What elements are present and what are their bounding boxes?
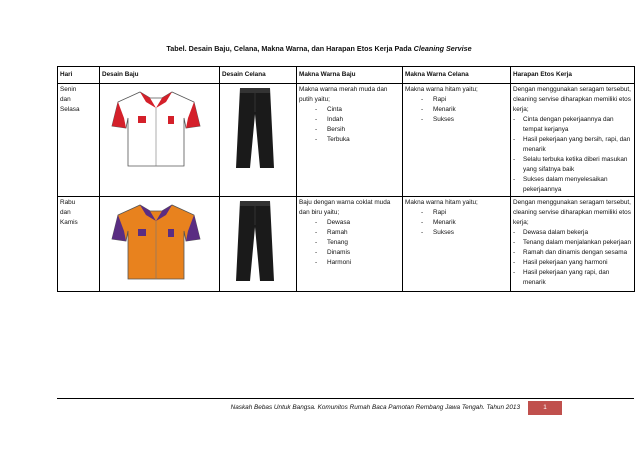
table-header-row [58,67,635,84]
footer-divider [57,398,634,399]
list-item: - Menarik [433,218,508,228]
list-item: - Menarik [433,105,508,115]
table-row [58,84,635,197]
list-item: - Sukses [433,228,508,238]
list-item: - Ramah [327,228,400,238]
shirt-cell [100,197,220,292]
column-header: Makna Warna Celana [403,67,511,84]
pants-cell [220,197,297,292]
table-row [58,197,635,292]
list-item: - Hasil pekerjaan yang harmoni [523,258,632,268]
list-item: - Cinta dengan pekerjaannya dan tempat kerjanya [523,115,632,135]
list-item: - Cinta [327,105,400,115]
day-label: Kamis [60,219,78,226]
page-number: 1 [528,401,562,415]
day-label: dan [60,96,71,103]
pants-illustration [220,197,290,285]
shirt-cell [100,84,220,197]
intro-text: Makna warna hitam yaitu; [405,199,478,206]
list-item: - Selalu terbuka ketika diberi masukan yang sifatnya baik [523,155,632,175]
list-item: - Tenang dalam menjalankan pekerjaan [523,238,632,248]
column-header: Desain Celana [220,67,297,84]
list-item: - Hasil pekerjaan yang bersih, rapi, dan menarik [523,135,632,155]
footer-text: Naskah Bebas Untuk Bangsa. Komunitos Rumah Baca Pamotan Rembang Jawa Tengah. Tahun 2013 [230,404,520,411]
intro-text: Dengan menggunakan seragam tersebut, cleaning servise diharapkan memiliki etos kerja; [513,199,631,226]
day-cell [58,84,100,197]
list-item: - Bersih [327,125,400,135]
list-item: - Rapi [433,95,508,105]
pants-meaning-cell [403,84,511,197]
table-title: Tabel. Desain Baju, Celana, Makna Warna, dan Harapan Etos Kerja Pada Cleaning Servise [166,44,472,53]
intro-text: Dengan menggunakan seragam tersebut, cleaning servise diharapkan memiliki etos kerja; [513,86,631,113]
list-item: - Dewasa [327,218,400,228]
day-label: Selasa [60,106,80,113]
column-header: Makna Warna Baju [297,67,403,84]
shirt-illustration [100,84,215,174]
list-item: - Ramah dan dinamis dengan sesama [523,248,632,258]
list-item: - Hasil pekerjaan yang rapi, dan menarik [523,268,632,288]
pants-illustration [220,84,290,172]
column-header: Hari [58,67,100,84]
column-header: Desain Baju [100,67,220,84]
day-label: dan [60,209,71,216]
day-label: Rabu [60,199,76,206]
intro-text: Makna warna hitam yaitu; [405,86,478,93]
uniform-table [57,66,635,292]
day-label: Senin [60,86,77,93]
day-cell [58,197,100,292]
list-item: - Sukses [433,115,508,125]
intro-text: Baju dengan warna coklat muda dan biru yaitu; [299,199,391,216]
shirt-meaning-cell [297,197,403,292]
work-ethic-cell [511,197,635,292]
list-item: - Sukses dalam menyelesaikan pekerjaannya [523,175,632,195]
list-item: - Dewasa dalam bekerja [523,228,632,238]
list-item: - Harmoni [327,258,400,268]
list-item: - Indah [327,115,400,125]
list-item: - Dinamis [327,248,400,258]
shirt-meaning-cell [297,84,403,197]
list-item: - Rapi [433,208,508,218]
shirt-illustration [100,197,215,287]
list-item: - Terbuka [327,135,400,145]
column-header: Harapan Etos Kerja [511,67,635,84]
pants-meaning-cell [403,197,511,292]
intro-text: Makna warna merah muda dan putih yaitu; [299,86,388,103]
work-ethic-cell [511,84,635,197]
list-item: - Tenang [327,238,400,248]
pants-cell [220,84,297,197]
